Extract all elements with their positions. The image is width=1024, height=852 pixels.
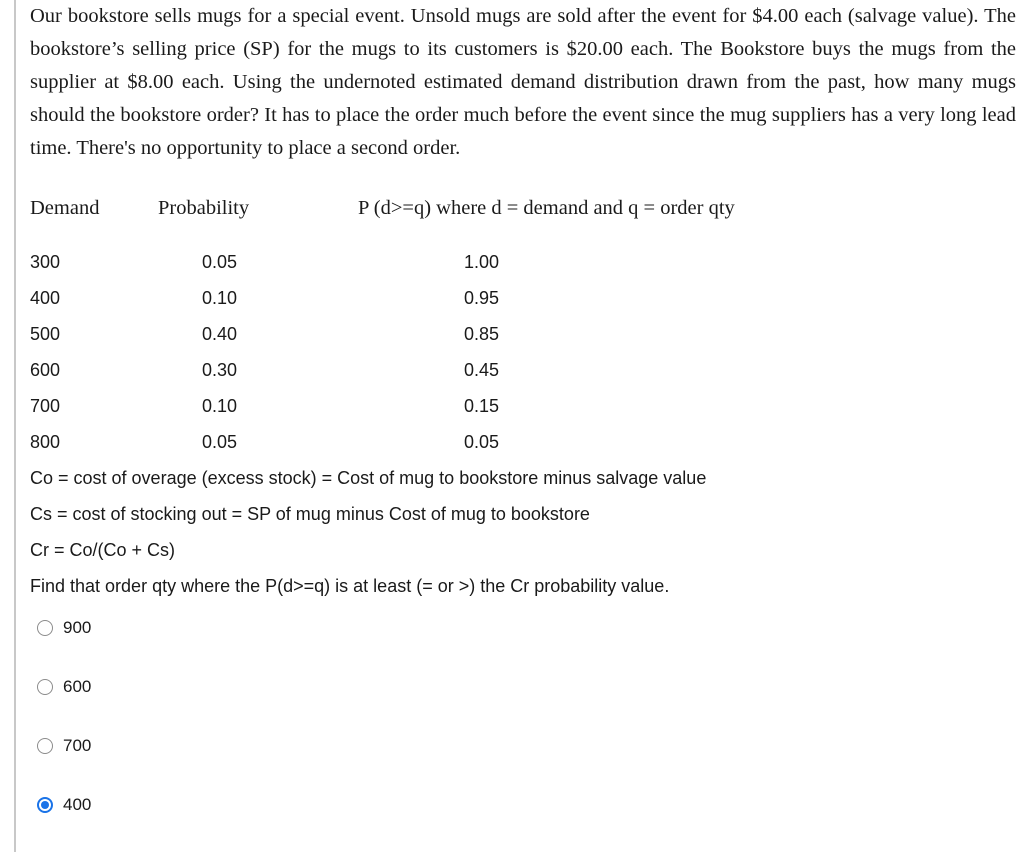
radio-button[interactable]	[37, 738, 53, 754]
cs-definition: Cs = cost of stocking out = SP of mug minus Cost of mug to bookstore	[30, 504, 590, 524]
pdq-cell: 0.15	[464, 396, 500, 416]
table-row	[0, 424, 1024, 460]
probability-cell: 0.30	[202, 360, 238, 380]
pdq-cell: 0.85	[464, 324, 500, 344]
demand-cell: 600	[30, 360, 61, 380]
probability-cell: 0.10	[202, 396, 238, 416]
cr-formula: Cr = Co/(Co + Cs)	[30, 540, 176, 560]
table-row	[0, 280, 1024, 316]
answer-option-400[interactable]	[37, 793, 91, 817]
table-row	[0, 352, 1024, 388]
radio-button[interactable]	[37, 620, 53, 636]
question-text: Our bookstore sells mugs for a special event. Unsold mugs are sold after the event for $4.00 each (salvage value). The bookstore’s selling price (SP) for the mugs to its customers is $20.00 each. The Bookstore buys the mugs from the supplier at $8.00 each. Using the undernoted estimated demand distribution drawn from the past, how many mugs should the bookstore order? It has to place the order much before the event since the mug suppliers has a very long lead time. There's no opportunity to place a second order.	[30, 5, 1016, 159]
header-probability: Probability	[158, 197, 250, 219]
probability-cell: 0.05	[202, 432, 238, 452]
option-label: 400	[63, 795, 92, 814]
radio-button-selected[interactable]	[37, 797, 53, 813]
answer-option-900[interactable]	[37, 616, 91, 640]
table-row	[0, 244, 1024, 280]
header-pdq: P (d>=q) where d = demand and q = order qty	[358, 197, 735, 219]
pdq-cell: 0.05	[464, 432, 500, 452]
pdq-cell: 0.45	[464, 360, 500, 380]
pdq-cell: 0.95	[464, 288, 500, 308]
answer-option-600[interactable]	[37, 675, 91, 699]
probability-cell: 0.10	[202, 288, 238, 308]
table-row	[0, 316, 1024, 352]
probability-cell: 0.40	[202, 324, 238, 344]
demand-cell: 800	[30, 432, 61, 452]
table-row	[0, 388, 1024, 424]
instruction-text: Find that order qty where the P(d>=q) is at least (= or >) the Cr probability value.	[30, 576, 670, 596]
demand-cell: 300	[30, 252, 61, 272]
answer-option-700[interactable]	[37, 734, 91, 758]
option-label: 600	[63, 677, 92, 696]
co-definition: Co = cost of overage (excess stock) = Cost of mug to bookstore minus salvage value	[30, 468, 707, 488]
radio-button[interactable]	[37, 679, 53, 695]
option-label: 700	[63, 736, 92, 755]
demand-cell: 700	[30, 396, 61, 416]
pdq-cell: 1.00	[464, 252, 500, 272]
demand-cell: 400	[30, 288, 61, 308]
option-label: 900	[63, 618, 92, 637]
probability-cell: 0.05	[202, 252, 238, 272]
header-demand: Demand	[30, 197, 100, 219]
demand-cell: 500	[30, 324, 61, 344]
